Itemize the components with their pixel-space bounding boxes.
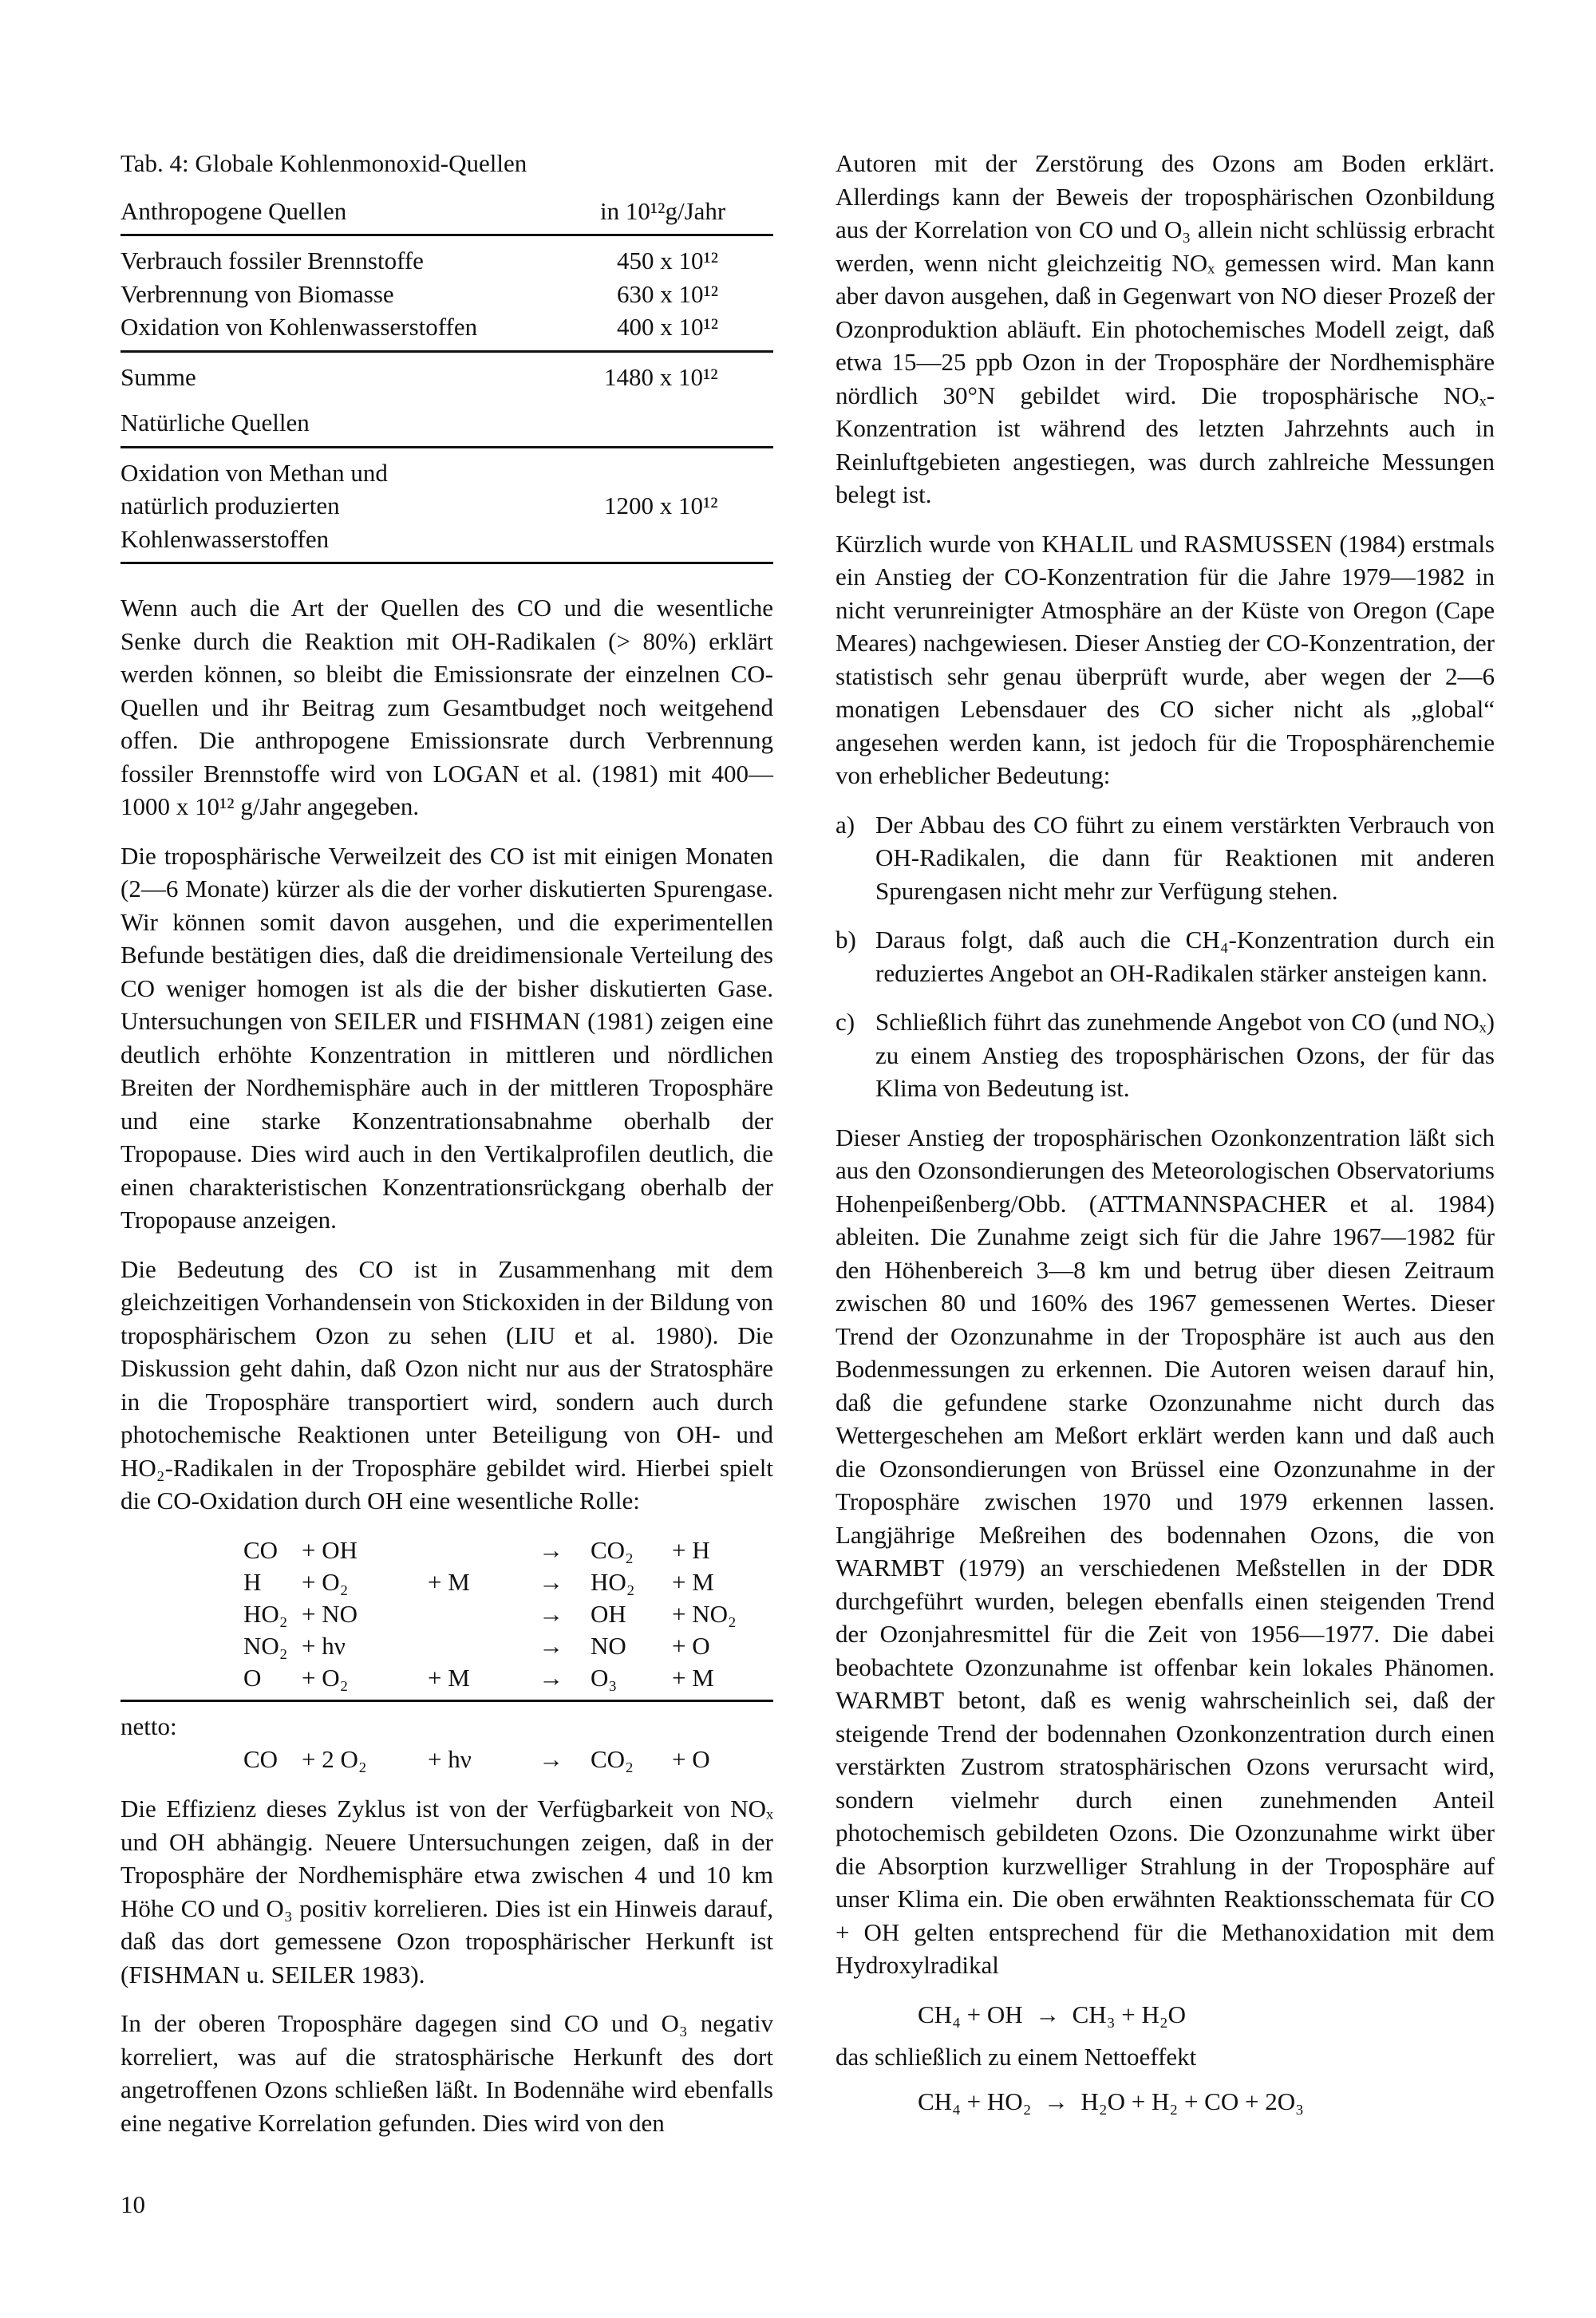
list-item-text: Daraus folgt, daß auch die CH₄-Konzentration durch ein reduziertes Angebot an OH-Radikalen stärker ansteigen kann.	[875, 926, 1495, 987]
reactant: CO	[243, 1535, 279, 1564]
table-row	[120, 310, 773, 344]
reaction-row	[120, 1566, 773, 1597]
list-item	[836, 1005, 1495, 1105]
product: + M	[672, 1663, 714, 1692]
table-row	[120, 244, 773, 278]
reactant: O	[243, 1663, 262, 1692]
reactant: + OH	[302, 1535, 358, 1564]
product: OH	[591, 1599, 626, 1628]
list-item	[836, 808, 1495, 908]
equation-net-effect: CH₄ + HO₂ → H₂O + H₂ + CO + 2O₃	[918, 2087, 1304, 2115]
product: CO₂	[591, 1535, 634, 1564]
reactant: CO	[243, 1745, 279, 1773]
table-cell-value: 450 x 10¹²	[617, 247, 719, 274]
paragraph: das schließlich zu einem Nettoeffekt	[836, 2043, 1197, 2071]
table-rule	[120, 446, 773, 448]
product: HO₂	[591, 1567, 635, 1596]
reactant: + 2 O₂	[302, 1745, 367, 1773]
paragraph: Kürzlich wurde von KHALIL und RASMUSSEN (1984) erstmals ein Anstieg der CO-Konzentration für die Jahre 1979—1982 in nicht verunreinigter Atmosphäre an der Küste von Oregon (Cape Meares) nachgewiesen. Dieser Anstieg der CO-Konzentration, der statistisch sehr genau überprüft wurde, aber wegen der 2—6 monatigen Lebensdauer des CO sicher nicht als „global“ angesehen werden kann, ist jedoch für die Troposphärenchemie von erheblicher Bedeutung:	[836, 529, 1495, 789]
product: + O	[672, 1745, 710, 1773]
list-item-label: c)	[836, 1008, 855, 1036]
table-cell-value: 400 x 10¹²	[617, 313, 719, 341]
reactant: + O₂	[302, 1663, 349, 1692]
product: + NO₂	[672, 1599, 737, 1628]
table-cell-value: 1480 x 10¹²	[604, 362, 718, 391]
table-row-sum	[120, 361, 773, 394]
left-column	[120, 147, 773, 2155]
table-header-right: in 10¹²g/Jahr	[600, 196, 726, 225]
reactant: + M	[428, 1567, 470, 1596]
reaction-row	[120, 1597, 773, 1629]
paragraph: Die troposphärische Verweilzeit des CO ist mit einigen Monaten (2—6 Monate) kürzer als die der vorher diskutierten Spurengase. Wir können somit davon ausgehen, und die experimentellen Befunde bestätigen dies, daß die dreidimensionale Verteilung des CO weniger homogen ist als die der bisher diskutierten Gase. Untersuchungen von SEILER und FISHMAN (1981) zeigen eine deutlich erhöhte Konzentration in mittleren und nördlichen Breiten der Nordhemisphäre auch in der mittleren Troposphäre und eine starke Konzentrationsabnahme oberhalb der Tropopause. Dies wird auch in den Vertikalprofilen deutlich, die einen charakteristischen Konzentrationsrückgang oberhalb der Tropopause anzeigen.	[120, 841, 773, 1234]
list-item-text: Schließlich führt das zunehmende Angebot von CO (und NOₓ) zu einem Anstieg des troposphärischen Ozons, der für das Klima von Bedeutung ist.	[875, 1008, 1495, 1102]
product: O₃	[591, 1663, 618, 1692]
product: NO	[591, 1631, 626, 1660]
table-header-left: Anthropogene Quellen	[120, 196, 347, 225]
equation-methane-oxidation: CH₄ + OH → CH₃ + H₂O	[918, 2000, 1187, 2028]
table-cell-label: natürlich produzierten	[120, 492, 340, 519]
arrow-icon: →	[539, 1535, 563, 1564]
table-rule	[120, 562, 773, 564]
reactant: NO₂	[243, 1631, 288, 1660]
arrow-icon: →	[539, 1567, 563, 1596]
reactant: + hν	[428, 1745, 472, 1773]
reaction-row	[120, 1661, 773, 1693]
product: + O	[672, 1631, 710, 1660]
product: + H	[672, 1535, 710, 1564]
reaction-scheme	[120, 1534, 773, 1693]
product: CO₂	[591, 1745, 634, 1773]
arrow-icon: →	[539, 1599, 563, 1628]
table-row	[120, 278, 773, 311]
paragraph: Dieser Anstieg der troposphärischen Ozonkonzentration läßt sich aus den Ozonsondierungen des Meteorologischen Observatoriums Hohenpeißenberg/Obb. (ATTMANNSPACHER et al. 1984) ableiten. Die Zunahme zeigt sich für die Jahre 1967—1982 für den Höhenbereich 3—8 km und betrug über diesen Zeitraum zwischen 80 und 160% des 1967 gemessenen Wertes. Dieser Trend der Ozonzunahme in der Troposphäre ist auch aus den Bodenmessungen zu erkennen. Die Autoren weisen darauf hin, daß die gefundene starke Ozonzunahme nicht durch das Wettergeschehen am Meßort erklärt werden kann und daß auch die Ozonsondierungen von Brüssel eine Ozonzunahme in der Troposphäre zwischen 1970 und 1979 erkennen lassen. Langjährige Meßreihen des bodennahen Ozons, die von WARMBT (1979) an verschiedenen Meßstellen in der DDR durchgeführt wurden, belegen ebenfalls einen steigenden Trend der Ozonjahresmittel für die Zeit von 1956—1977. Die dabei beobachtete Ozonzunahme ist offenbar kein lokales Phänomen. WARMBT betont, daß es wenig wahrscheinlich sei, daß der steigende Trend der bodennahen Ozonkonzentration durch einen verstärkten Zustrom stratosphärischen Ozons verursacht wird, sondern vielmehr durch einen zunehmenden Anteil photochemisch gebildeten Ozons. Die Ozonzunahme wirkt über die Absorption kurzwelliger Strahlung in der Troposphäre auf unser Klima ein. Die oben erwähnten Reaktionsschemata für CO + OH gelten entsprechend für die Methanoxidation mit dem Hydroxylradikal	[836, 1123, 1495, 1979]
table-rule	[120, 234, 773, 236]
reactant: + hν	[302, 1631, 346, 1660]
table-cell-label: Verbrennung von Biomasse	[120, 279, 394, 308]
table-natural-header: Natürliche Quellen	[120, 409, 310, 436]
paragraph: Autoren mit der Zerstörung des Ozons am Boden erklärt. Allerdings kann der Beweis der troposphärischen Ozonbildung aus der Korrelation von CO und O₃ allein nicht schlüssig erbracht werden, wenn nicht gleichzeitig NOₓ gemessen wird. Man kann aber davon ausgehen, daß in Gegenwart von NO dieser Prozeß der Ozonproduktion abläuft. Ein photochemisches Modell zeigt, daß etwa 15—25 ppb Ozon in der Troposphäre der Nordhemisphäre nördlich 30°N gebildet wird. Die troposphärische NOₓ-Konzentration ist während des letzten Jahrzehnts auch in Reinluftgebieten angestiegen, was durch zahlreiche Messungen belegt ist.	[836, 149, 1495, 508]
list-item-label: a)	[836, 810, 855, 839]
paragraph: Die Effizienz dieses Zyklus ist von der Verfügbarkeit von NOₓ und OH abhängig. Neuere Untersuchungen zeigen, daß in der Troposphäre der Nordhemisphäre etwa zwischen 4 und 10 km Höhe CO und O₃ positiv korrelieren. Dies ist ein Hinweis darauf, daß das dort gemessene Ozon troposphärischer Herkunft ist (FISHMAN u. SEILER 1983).	[120, 1795, 773, 1988]
table-cell-label: Oxidation von Methan und	[120, 458, 388, 487]
list-item	[836, 923, 1495, 989]
arrow-icon: →	[539, 1745, 563, 1773]
list-item-label: b)	[836, 926, 856, 954]
paragraph: In der oberen Troposphäre dagegen sind CO und O₃ negativ korreliert, was auf die stratosphärische Herkunft des dort angetroffenen Ozons schließen läßt. In Bodennähe wird ebenfalls eine negative Korrelation gefunden. Dies wird von den	[120, 2009, 773, 2137]
reactant: H	[243, 1567, 262, 1596]
table-cell-value: 630 x 10¹²	[617, 279, 719, 308]
paragraph: Wenn auch die Art der Quellen des CO und die wesentliche Senke durch die Reaktion mit OH-Radikalen (> 80%) erklärt werden können, so bleibt die Emissionsrate der einzelnen CO-Quellen und ihr Beitrag zum Gesamtbudget noch weitgehend offen. Die anthropogene Emissionsrate durch Verbrennung fossiler Brennstoffe wird von LOGAN et al. (1981) mit 400—1000 x 10¹² g/Jahr angegeben.	[120, 594, 773, 820]
reaction-row	[120, 1534, 773, 1566]
table-header	[120, 195, 773, 228]
list-item-text: Der Abbau des CO führt zu einem verstärkten Verbrauch von OH-Radikalen, die dann für Reaktionen mit anderen Spurengasen nicht mehr zur Verfügung stehen.	[875, 810, 1495, 905]
page-number: 10	[120, 2190, 145, 2218]
table-cell-value: 1200 x 10¹²	[604, 491, 718, 519]
table-cell-label: Verbrauch fossiler Brennstoffe	[120, 247, 424, 274]
table-cell-label: Kohlenwasserstoffen	[120, 524, 330, 553]
arrow-icon: →	[539, 1663, 563, 1692]
reactant: + NO	[302, 1599, 358, 1628]
reactant: HO₂	[243, 1599, 288, 1628]
table-rule	[120, 350, 773, 353]
arrow-icon: →	[539, 1631, 563, 1660]
table-row	[120, 456, 773, 556]
table-caption: Tab. 4: Globale Kohlenmonoxid-Quellen	[120, 149, 527, 177]
reaction-row	[120, 1629, 773, 1661]
reactant: + M	[428, 1663, 470, 1692]
net-label: netto:	[120, 1712, 177, 1740]
net-reaction-row	[120, 1743, 773, 1775]
table-cell-label: Oxidation von Kohlenwasserstoffen	[120, 313, 478, 341]
table-cell-label: Summe	[120, 362, 196, 391]
right-column	[836, 147, 1495, 2127]
reaction-rule	[120, 1700, 773, 1702]
reactant: + O₂	[302, 1567, 349, 1596]
product: + M	[672, 1567, 714, 1596]
paragraph: Die Bedeutung des CO ist in Zusammenhang mit dem gleichzeitigen Vorhandensein von Stickoxiden in der Bildung von troposphärischem Ozon zu sehen (LIU et al. 1980). Die Diskussion geht dahin, daß Ozon nicht nur aus der Stratosphäre in die Troposphäre transportiert wird, sondern auch durch photochemische Reaktionen unter Beteiligung von OH- und HO₂-Radikalen in der Troposphäre gebildet wird. Hierbei spielt die CO-Oxidation durch OH eine wesentliche Rolle:	[120, 1254, 773, 1514]
